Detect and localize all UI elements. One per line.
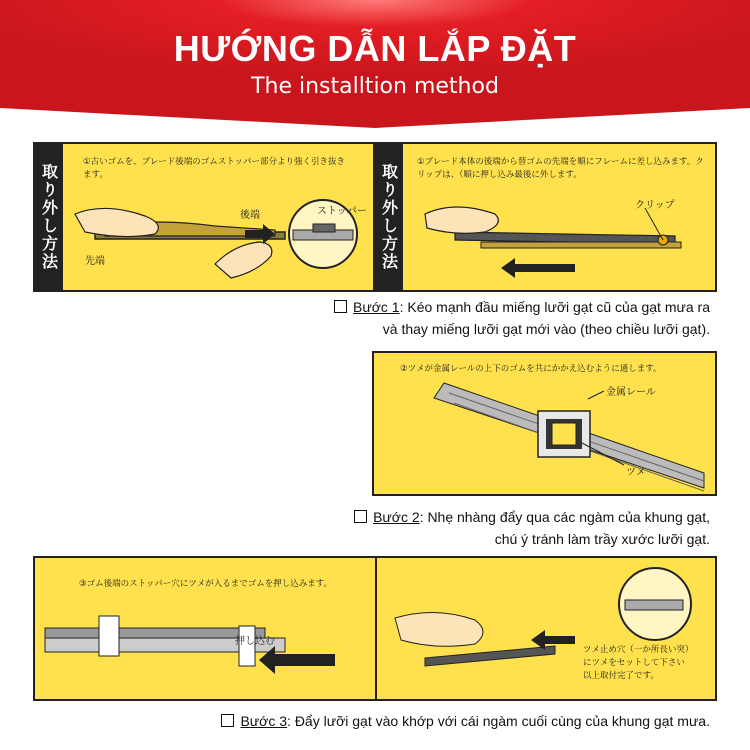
step1-line2: và thay miếng lưỡi gạt mới vào (theo chiều lưỡi gạt). — [382, 321, 710, 337]
header-banner — [0, 0, 750, 130]
page-subtitle: The installtion method — [251, 74, 499, 99]
panel-push-in — [33, 556, 717, 701]
panel3-note-line1: ツメ止め穴（一か所長い突） — [583, 645, 694, 655]
panel2-illustration — [374, 353, 717, 496]
panel-threading — [372, 351, 717, 496]
checkbox-icon — [221, 714, 234, 727]
panel-removal — [33, 142, 717, 292]
step3-line: : Đẩy lưỡi gạt vào khớp với cái ngàm cuối cùng của khung gạt mưa. — [287, 713, 710, 729]
step1-line1: : Kéo mạnh đầu miếng lưỡi gạt cũ của gạt mưa ra — [399, 299, 710, 315]
checkbox-icon — [354, 510, 367, 523]
page-title: HƯỚNG DẪN LẮP ĐẶT — [173, 28, 577, 69]
label-clip: クリップ — [635, 200, 675, 211]
label-claw: ツメ — [626, 467, 646, 478]
panel1-right-text: ①ブレード本体の後端から替ゴムの先端を順にフレームに差し込みます。クリップは、（順に押し込み最後に外します。 — [417, 157, 704, 180]
step3-name: Bước 3 — [240, 713, 288, 729]
step2-text — [200, 506, 710, 550]
panel3-note-line3: 以上取付完了です。 — [583, 671, 659, 681]
checkbox-icon — [334, 300, 347, 313]
label-push: 押し込む — [235, 636, 275, 647]
panel3-note-line2: にツメをセットして下さい — [583, 658, 685, 668]
label-front: 先端 — [85, 256, 105, 267]
label-stopper: ストッパー — [317, 206, 367, 217]
step2-line2: chú ý tránh làm trầy xước lưỡi gạt. — [494, 531, 710, 547]
label-rear: 後端 — [240, 210, 260, 221]
step2-line1: : Nhẹ nhàng đẩy qua các ngàm của khung gạt, — [419, 509, 710, 525]
label-rail: 金属レール — [606, 387, 656, 398]
panel1-left-text: ①古いゴムを、ブレード後端のゴムストッパー部分より強く引き抜きます。 — [83, 157, 346, 180]
side-label-right: 取り外し方法 — [375, 144, 403, 290]
step2-name: Bước 2 — [373, 509, 420, 525]
side-label-left: 取り外し方法 — [35, 144, 63, 290]
panel1-illustration — [35, 144, 717, 292]
step3-text — [40, 710, 710, 732]
panel3-note — [583, 644, 717, 683]
panel3-text: ③ゴム後端のストッパー穴にツメが入るまでゴムを押し込みます。 — [79, 579, 333, 589]
panel2-text: ②ツメが金属レールの上下のゴムを共にかかえ込むように通します。 — [400, 364, 662, 374]
step1-text — [180, 296, 710, 340]
step1-name: Bước 1 — [353, 299, 400, 315]
